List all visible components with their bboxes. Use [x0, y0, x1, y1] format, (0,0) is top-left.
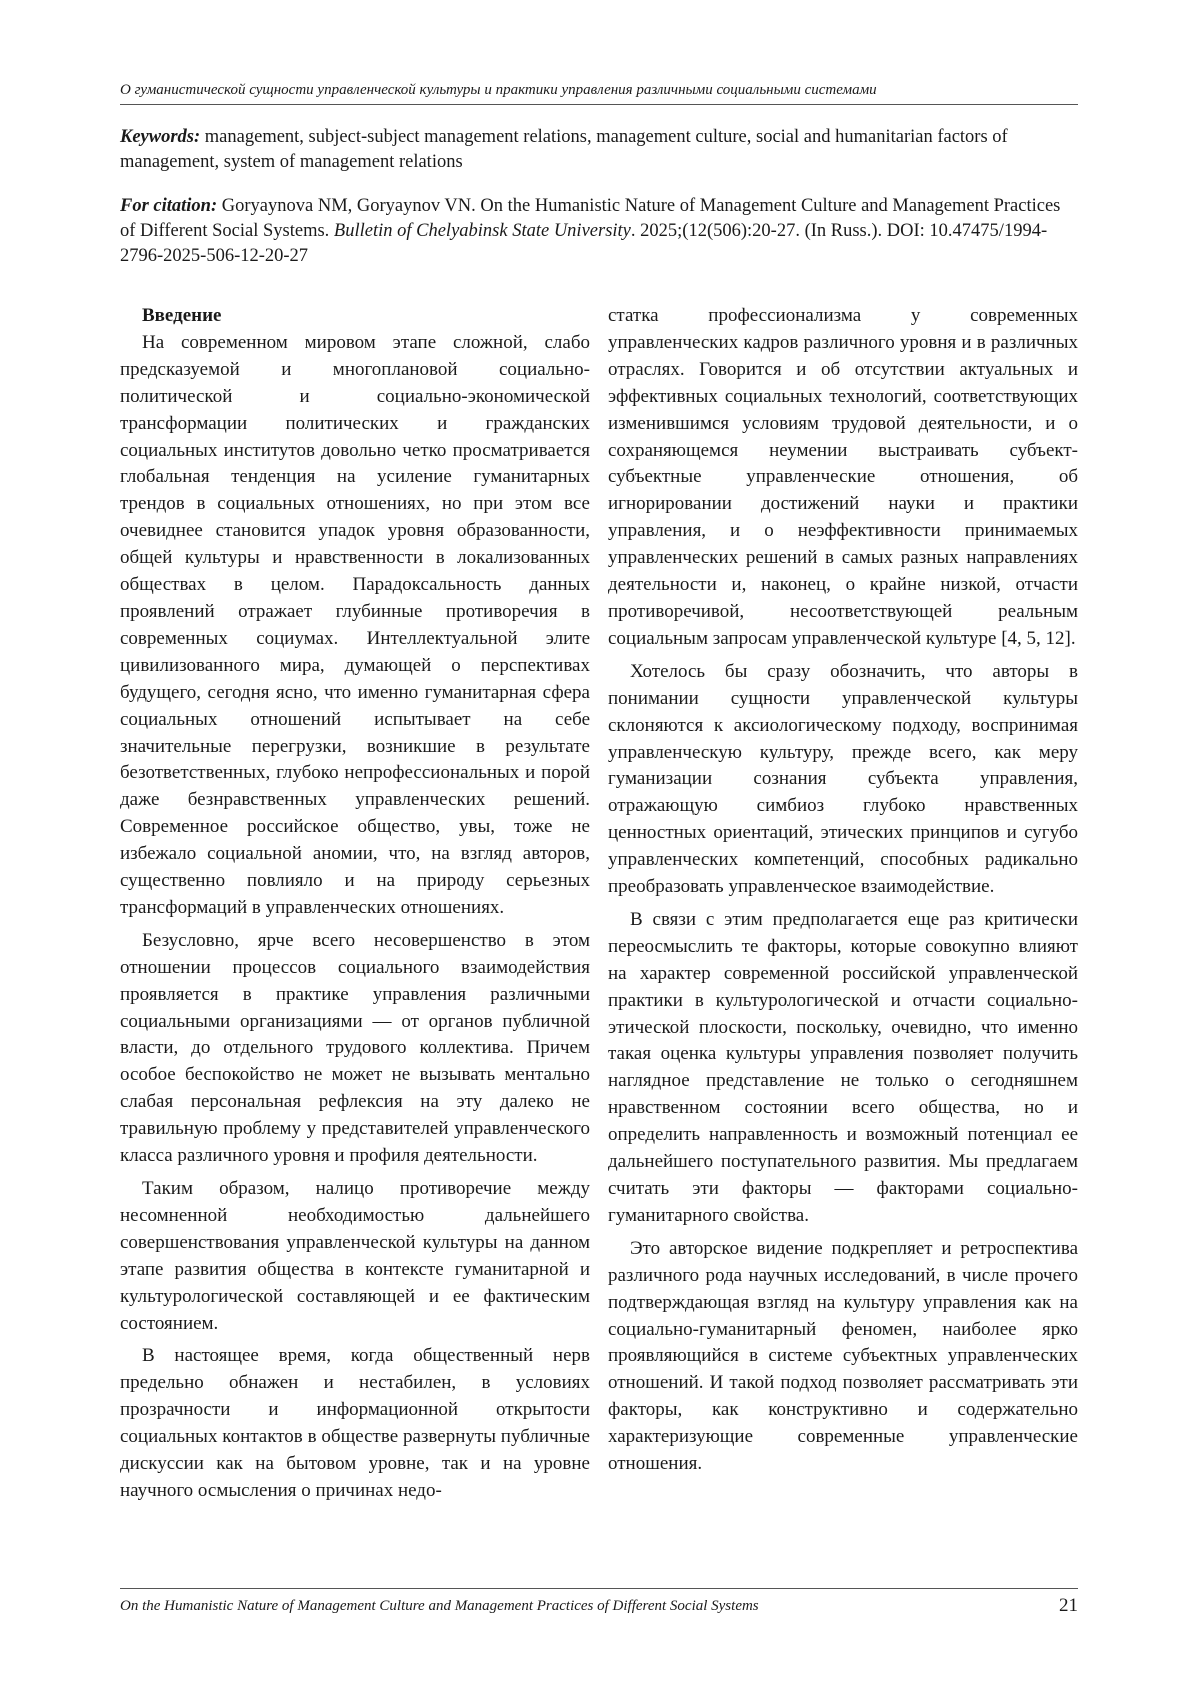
section-heading-introduction: Введение	[142, 305, 222, 326]
citation-text: Goryaynova NM, Goryaynov VN. On the Humanistic Nature of Management Culture and Management Practices of Different Social Systems.	[120, 196, 1061, 241]
citation-block	[120, 194, 1078, 269]
citation-label: For citation:	[120, 196, 218, 216]
paragraph-right-3: Это авторское видение подкрепляет и ретроспектива различного рода научных исследований, в числе прочего подтверждающая взгляд на культуру управления как на социально-гуманитарный феномен, наиболее ярко проявляющийся в системе субъектных управленческих отношений. И такой подход позволяет рассматривать эти факторы, как конструктивно и содержательно характеризующие современные управленческие отношения.	[608, 1237, 1078, 1475]
running-header-title: О гуманистической сущности управленческой культуры и практики управления различными социальными системами	[120, 82, 877, 98]
paragraph-right-1: Хотелось бы сразу обозначить, что авторы в понимании сущности управленческой культуры склоняются к аксиологическому подходу, воспринимая управленческую культуру, прежде всего, как меру гуманизации сознания субъекта управления, отражающую симбиоз глубоко нравственных ценностных ориентаций, этических принципов и сугубо управленческих компетенций, способных радикально преобразовать управленческое взаимодействие.	[608, 660, 1078, 898]
paragraph-left-2: Безусловно, ярче всего несовершенство в этом отношении процессов социального взаимодействия проявляется в практике управления различными социальными организациями — от органов публичной власти, до отдельного трудового коллектива. Причем особое беспокойство не может не вызывать ментально слабая персональная рефлексия на эту далеко не травильную проблему у представителей управленческого класса различного уровня и профиля деятельности.	[120, 929, 590, 1167]
citation-journal: Bulletin of Chelyabinsk State University	[333, 221, 631, 241]
keywords-label: Keywords:	[120, 127, 201, 147]
paragraph-right-2: В связи с этим предполагается еще раз критически переосмыслить те факторы, которые совокупно влияют на характер современной российской управленческой практики в культурологической и отчасти социально-этической плоскости, поскольку, очевидно, что именно такая оценка культуры управления позволяет получить наглядное представление не только о сегодняшнем нравственном состоянии всего общества, но и определить направленность и возможный потенциал ее дальнейшего поступательного развития. Мы предлагаем считать эти факторы — факторами социально-гуманитарного свойства.	[608, 908, 1078, 1226]
keywords-text: management, subject-subject management relations, management culture, social and humanitarian factors of management, system of management relations	[120, 127, 1008, 172]
paragraph-left-4: В настоящее время, когда общественный нерв предельно обнажен и нестабилен, в условиях прозрачности и информационной открытости социальных контактов в обществе развернуты публичные дискуссии как на бытовом уровне, так и на уровне научного осмысления о причинах недо-	[120, 1345, 590, 1501]
citation-details: . 2025;(12(506):20-27. (In Russ.). DOI: 10.47475/1994-2796-2025-506-12-20-27	[120, 221, 1048, 266]
running-header	[120, 80, 1078, 105]
body-column-right	[608, 303, 1078, 1478]
body-column-left	[120, 303, 590, 1505]
page-number: 21	[1059, 1595, 1078, 1616]
running-footer	[120, 1588, 1078, 1616]
paragraph-left-1: На современном мировом этапе сложной, слабо предсказуемой и многоплановой социально-политической и социально-экономической трансформации политических и гражданских социальных институтов довольно четко просматривается глобальная тенденция на усиление гуманитарных трендов в социальных отношениях, но при этом все очевиднее становится упадок уровня образованности, общей культуры и нравственности в локализованных обществах в целом. Парадоксальность данных проявлений отражает глубинные противоречия в современных социумах. Интеллектуальной элите цивилизованного мира, думающей о перспективах будущего, сегодня ясно, что именно гуманитарная сфера социальных отношений испытывает на себе значительные перегрузки, возникшие в результате безответственных, глубоко непрофессиональных и порой даже безнравственных управленческих решений. Современное российское общество, увы, тоже не избежало социальной аномии, что, на взгляд авторов, существенно повлияло и на природу серьезных трансформаций в управленческих отношениях.	[120, 331, 590, 918]
keywords-block	[120, 125, 1078, 175]
paragraph-left-3: Таким образом, налицо противоречие между несомненной необходимостью дальнейшего совершенствования управленческой культуры на данном этапе развития общества в контексте гуманитарной и культурологической составляющей и ее фактическим состоянием.	[120, 1178, 590, 1334]
running-footer-title: On the Humanistic Nature of Management Culture and Management Practices of Different Social Systems	[120, 1598, 759, 1614]
paragraph-right-continuation: статка профессионализма у современных управленческих кадров различного уровня и в различных отраслях. Говорится и об отсутствии актуальных и эффективных социальных технологий, соответствующих изменившимся условиям трудовой деятельности, и о сохраняющемся неумении выстраивать субъект-субъектные управленческие отношения, об игнорировании достижений науки и практики управления, и о неэффективности принимаемых управленческих решений в самых разных направлениях деятельности и, наконец, о крайне низкой, отчасти противоречивой, несоответствующей реальным социальным запросам управленческой культуре [4, 5, 12].	[608, 305, 1078, 649]
